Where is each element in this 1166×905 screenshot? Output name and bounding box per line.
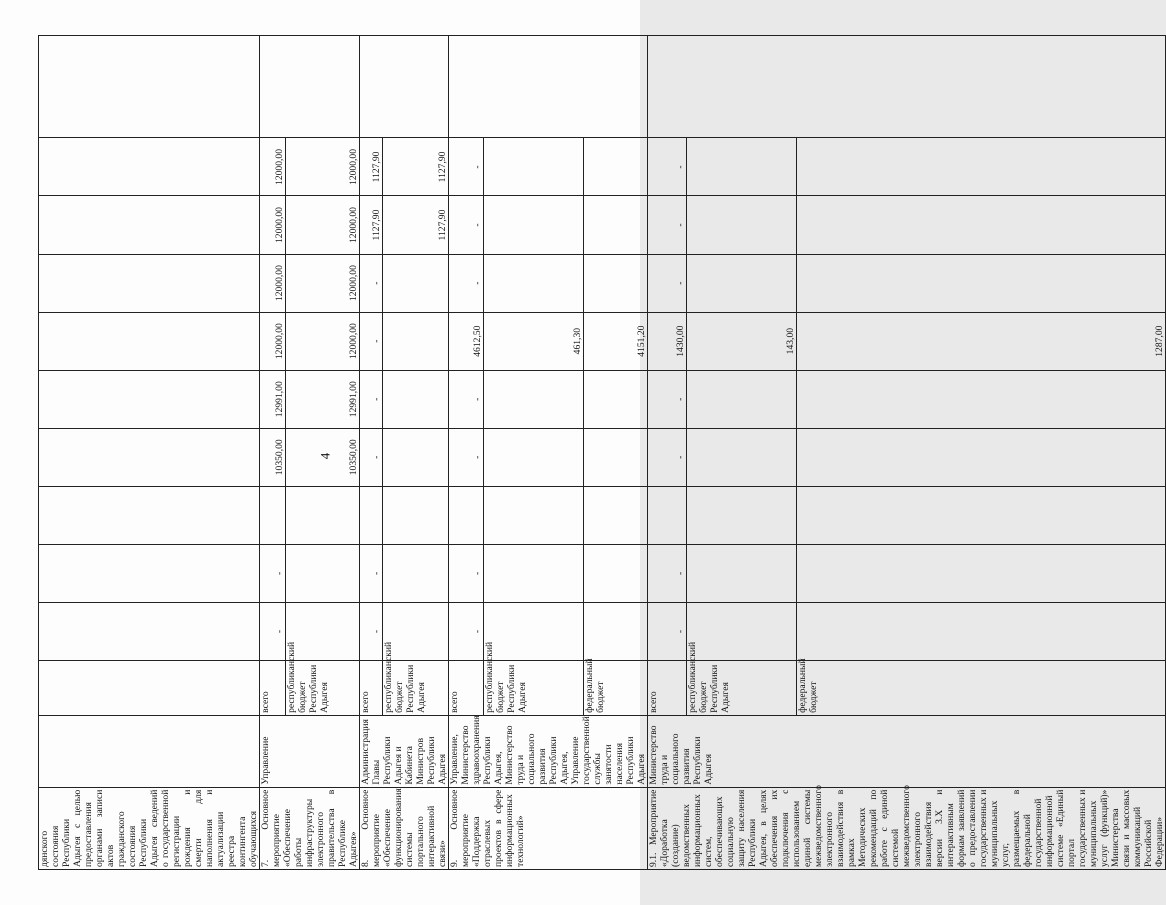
rotated-table-wrapper bbox=[38, 35, 1165, 870]
row-executor: Управление bbox=[260, 715, 360, 787]
table-row: 9.1. Мероприятие «Доработка (создание) ведомственных информационных систем, обеспечивающих социальную защиту населения Республики Адыгея, в целях обеспечения их подключения с использованием единой системы межведомственного электронного взаимодействия в рамках Методических рекомендаций по работе с единой системой межведомственного электронного взаимодействия версии 3.Х и интерактивным формам заявлений о предоставлении государственных и муниципальных услуг, размещаемых в федеральной государственной информационной системе «Единый портал государственных и муниципальных услуг (функций)» Министерства связи и массовых коммуникаций Российской Федерации» Министерство труда и социального развития Республики Адыгея всего - - - - 1430,00 - - - bbox=[648, 36, 687, 870]
table-row: республиканский бюджет Республики Адыгея 10350,00 12991,00 12000,00 12000,00 12000,00 12000,00 bbox=[286, 36, 360, 870]
page-number: 4 bbox=[317, 452, 333, 460]
row-name: 9.1. Мероприятие «Доработка (создание) ведомственных информационных систем, обеспечивающих социальную защиту населения Республики Адыгея, в целях обеспечения их подключения с использованием единой системы межведомственного электронного взаимодействия в рамках Методических рекомендаций по работе с единой системой межведомственного электронного взаимодействия версии 3.Х и интерактивным формам заявлений о предоставлении государственных и муниципальных услуг, размещаемых в федеральной государственной информационной системе «Единый портал государственных и муниципальных услуг (функций)» Министерства связи и массовых коммуникаций Российской Федерации» bbox=[648, 787, 1166, 869]
row-executor: Администрация Главы Республики Адыгея и Кабинета Министров Республики Адыгея bbox=[360, 715, 449, 787]
row-name: дянского состояния Республики Адыгея с целью предоставления органами записи актов гражданского состояния Республики Адыгея сведений о государственной регистрации рождения и смерти для наполнения и актуализации реестра контингента обучающихся bbox=[39, 787, 260, 869]
table-row: 8. Основное мероприятие «Обеспечение функционирования системы портального интерактивной связи» Администрация Главы Республики Адыгея и Кабинета Министров Республики Адыгея всего - - - - - - 1127,90 1127,90 bbox=[360, 36, 383, 870]
program-table bbox=[38, 35, 1166, 870]
table-row: республиканский бюджет Республики Адыгея 461,30 bbox=[484, 36, 584, 870]
table-row: республиканский бюджет Республики Адыгея 143,00 bbox=[687, 36, 797, 870]
table-row bbox=[39, 36, 260, 870]
table-row: федеральный бюджет 4151,20 bbox=[583, 36, 647, 870]
table-row: республиканский бюджет Республики Адыгея 1127,90 1127,90 bbox=[383, 36, 449, 870]
table-row: 7. Основное мероприятие «Обеспечение работы инфраструктуры электронного правительства в Республике Адыгея» Управление всего - - 10350,00 12991,00 12000,00 12000,00 12000,00 12000,00 bbox=[260, 36, 286, 870]
row-executor: Управление, Министерство здравоохранения Республики Адыгея, Министерство труда и социального развития Республики Адыгея, Управление государственной службы занятости населения Республики Адыгея bbox=[449, 715, 648, 787]
table-row: федеральный бюджет 1287,00 bbox=[797, 36, 1166, 870]
row-name: 8. Основное мероприятие «Обеспечение функционирования системы портального интерактивной связи» bbox=[360, 787, 449, 869]
row-name: 7. Основное мероприятие «Обеспечение работы инфраструктуры электронного правительства в Республике Адыгея» bbox=[260, 787, 360, 869]
row-name: 9. Основное мероприятие «Поддержка отраслевых проектов в сфере информационных технологий» bbox=[449, 787, 648, 869]
table-row: 9. Основное мероприятие «Поддержка отраслевых проектов в сфере информационных технологий» Управление, Министерство здравоохранения Республики Адыгея, Министерство труда и социального развития Республики Адыгея, Управление государственной службы занятости населения Республики Адыгея всего - - - - 4612,50 - - - bbox=[449, 36, 484, 870]
row-executor: Министерство труда и социального развития Республики Адыгея bbox=[648, 715, 1166, 787]
